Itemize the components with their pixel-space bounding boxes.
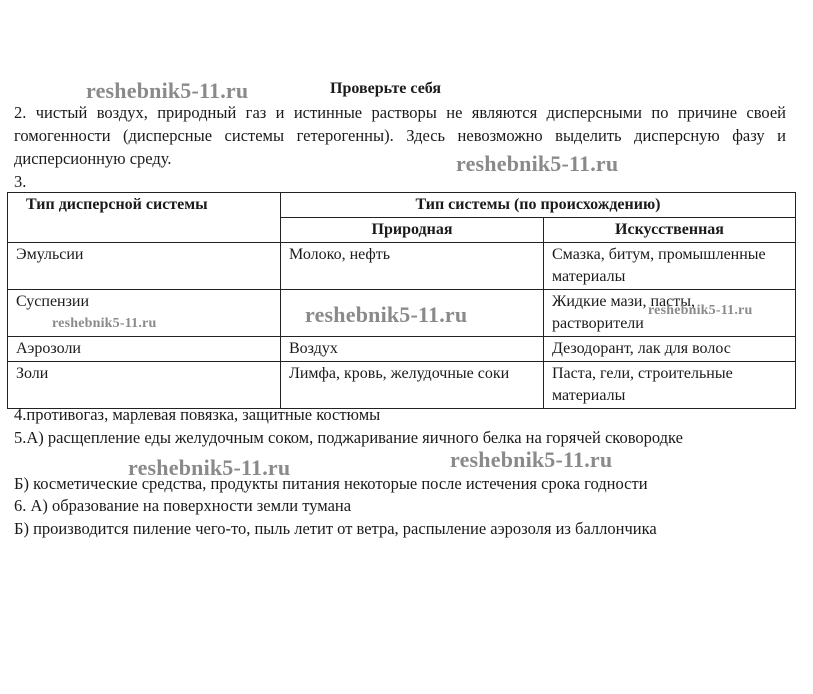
watermark: reshebnik5-11.ru bbox=[52, 316, 157, 331]
watermark: reshebnik5-11.ru bbox=[305, 302, 468, 327]
cell-type: Эмульсии bbox=[8, 243, 281, 290]
cell-artificial: Паста, гели, строительные материалы bbox=[544, 362, 796, 409]
header-origin: Тип системы (по происхождению) bbox=[281, 193, 796, 218]
cell-type: Суспензии bbox=[8, 290, 281, 337]
answer-5a: 5.А) расщепление еды желудочным соком, поджаривание яичного белка на горячей сковородке bbox=[14, 428, 683, 447]
cell-type: Золи bbox=[8, 362, 281, 409]
watermark: reshebnik5-11.ru bbox=[450, 447, 613, 472]
table-row bbox=[8, 362, 796, 409]
header-natural: Природная bbox=[281, 218, 544, 243]
answer-5b: Б) косметические средства, продукты питания некоторые после истечения срока годности bbox=[14, 474, 648, 493]
cell-artificial: Смазка, битум, промышленные материалы bbox=[544, 243, 796, 290]
cell-artificial: Дезодорант, лак для волос bbox=[544, 337, 796, 362]
watermark: reshebnik5-11.ru bbox=[128, 455, 291, 480]
dispersion-table bbox=[7, 192, 796, 409]
answer-6b: Б) производится пиление чего-то, пыль летит от ветра, распыление аэрозоля из баллончика bbox=[14, 519, 657, 538]
watermark: reshebnik5-11.ru bbox=[86, 78, 249, 103]
header-type: Тип дисперсной системы bbox=[8, 193, 281, 243]
answer-3-label: 3. bbox=[14, 172, 27, 191]
table-row bbox=[8, 337, 796, 362]
cell-natural: Молоко, нефть bbox=[281, 243, 544, 290]
cell-artificial: Жидкие мази, пасты, растворители bbox=[544, 290, 796, 337]
header-artificial: Искусственная bbox=[544, 218, 796, 243]
table-row bbox=[8, 243, 796, 290]
page-title: Проверьте себя bbox=[330, 80, 442, 97]
watermark: reshebnik5-11.ru bbox=[648, 303, 753, 318]
cell-natural: Лимфа, кровь, желудочные соки bbox=[281, 362, 544, 409]
cell-natural: Воздух bbox=[281, 337, 544, 362]
watermark: reshebnik5-11.ru bbox=[456, 151, 619, 176]
answer-2: 2. чистый воздух, природный газ и истинные растворы не являются дисперсными по причине своей гомогенности (дисперсные системы гетерогенны). Здесь невозможно выделить дисперсную фазу и дисперсионную среду. bbox=[14, 103, 786, 168]
cell-type: Аэрозоли bbox=[8, 337, 281, 362]
answer-4: 4.противогаз, марлевая повязка, защитные костюмы bbox=[14, 405, 381, 424]
answer-6a: 6. А) образование на поверхности земли тумана bbox=[14, 496, 352, 515]
